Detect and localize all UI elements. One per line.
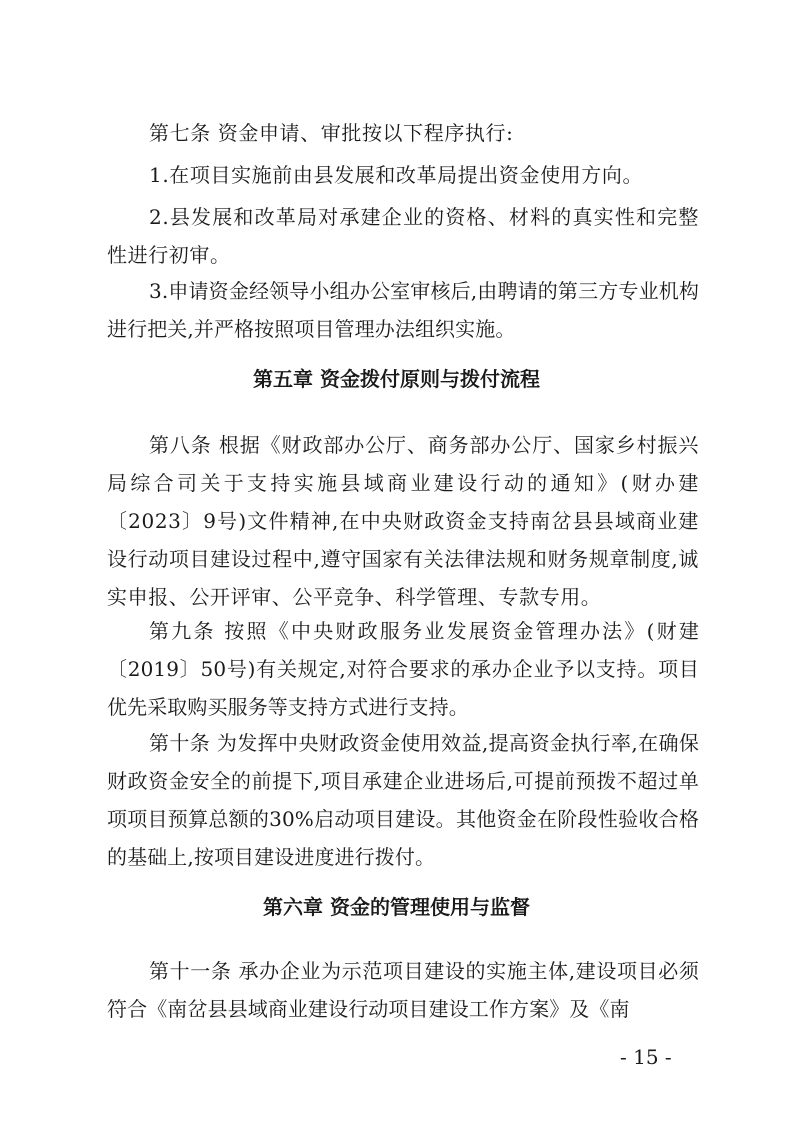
chapter-6-heading: 第六章 资金的管理使用与监督 [263,895,530,919]
article-7-paragraph: 第七条 资金申请、审批按以下程序执行: [149,121,514,145]
article-11-paragraph: 第十一条 承办企业为示范项目建设的实施主体,建设项目必须符合《南岔县县域商业建设行动项目建设工作方案》及《南 [107,959,699,1021]
page-number: - 15 - [620,1045,672,1069]
step-3-paragraph: 3.申请资金经领导小组办公室审核后,由聘请的第三方专业机构进行把关,并严格按照项目管理办法组织实施。 [107,279,699,341]
article-9-paragraph: 第九条 按照《中央财政服务业发展资金管理办法》(财建〔2019〕50号)有关规定,对符合要求的承办企业予以支持。项目优先采取购买服务等支持方式进行支持。 [107,619,699,719]
article-8-paragraph: 第八条 根据《财政部办公厅、商务部办公厅、国家乡村振兴局综合司关于支持实施县域商业建设行动的通知》(财办建〔2023〕9号)文件精神,在中央财政资金支持南岔县县域商业建设行动项目建设过程中,遵守国家有关法律法规和财务规章制度,诚实申报、公开评审、公平竞争、科学管理、专款专用。 [107,433,699,609]
step-2-paragraph: 2.县发展和改革局对承建企业的资格、材料的真实性和完整性进行初审。 [107,205,699,267]
chapter-5-heading: 第五章 资金拨付原则与拨付流程 [253,367,540,391]
article-10-paragraph: 第十条 为发挥中央财政资金使用效益,提高资金执行率,在确保财政资金安全的前提下,项目承建企业进场后,可提前预拨不超过单项项目预算总额的30%启动项目建设。其他资金在阶段性验收合格的基础上,按项目建设进度进行拨付。 [107,731,699,869]
step-1-paragraph: 1.在项目实施前由县发展和改革局提出资金使用方向。 [149,163,644,187]
